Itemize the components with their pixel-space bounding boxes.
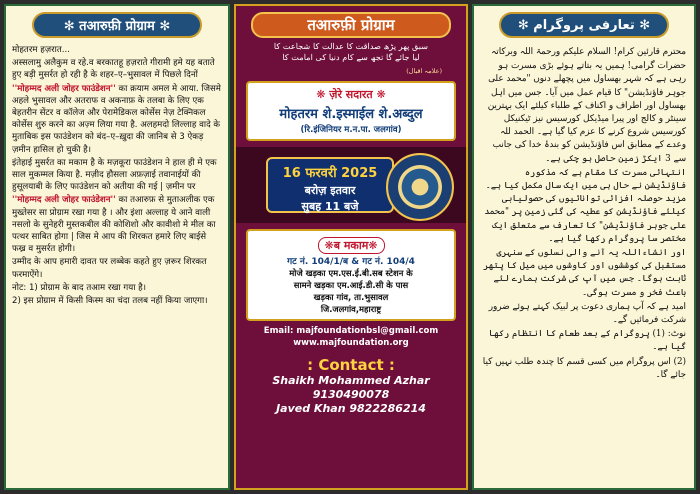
left-note-2: 2) इस प्रोग्राम में किसी किस्म का चंदा तलब नहीं किया जाएगा। [12, 296, 208, 307]
tagline-source: (علامہ اقبال) [406, 67, 442, 75]
venue-line-3: खड़का गांव, ता.भुसावल [313, 292, 389, 302]
left-para-2: इंतेहाई मुसर्रत का मकाम है के मज़कूरा फाउंडेशन ने हाल ही मे एक साल मुकम्मल किया है. मज़ीद हौसला अफ़ज़ाई तवानाईयों की हुसूलयाबी के लिए फाउंडेशन को अतीया की गई | ज़मीन पर [12, 157, 217, 193]
presidency-label: ❋ ज़ेरे सदारत ❋ [316, 88, 386, 101]
venue-box [246, 229, 456, 321]
right-heading-text: ✻ تعارفی پروگرام ✻ [517, 17, 651, 33]
contact-2: Javed Khan 9822286214 [276, 402, 426, 415]
contact-links [236, 325, 466, 349]
left-panel-body [6, 42, 228, 310]
right-panel-body [474, 42, 694, 387]
contact-phone-1: 9130490078 [312, 388, 390, 401]
event-day: बरोज़ इतवार [304, 184, 356, 197]
tagline: سبق پھر پڑھ صداقت کا عدالت کا شجاعت کا لیا جائے گا تجھ سے کام دنیا کی امامت کا [273, 41, 429, 62]
contact-section [236, 355, 466, 416]
presidency-box [246, 81, 456, 141]
date-box [266, 157, 394, 213]
right-note-2: (2) اس پروگرام میں کسی قسم کا چندہ طلب نہیں کیا جائے گا۔ [482, 356, 686, 380]
venue-gat-no: गट नं. 104/1/ब & गट नं. 104/4 [287, 257, 415, 267]
event-time: सुबह 11 बजे [301, 200, 359, 213]
left-greeting: अस्सलामु अलैकुम व रहे.व बरकातहू हज़राते गीरामी हमे यह बताते हुए बड़ी मुसर्रत हो रही है के शहर–ए–भुसावल में पिछले दिनों [12, 58, 215, 81]
venue-line-4: जि.जलगांव,महाराष्ट्र [320, 304, 382, 314]
right-para-4: امید ہے کہ آپ ہماری دعوت پر لبیک کہتے ہوئے ضرور شرکت فرمائیں گے۔ [488, 301, 686, 326]
email-link[interactable]: Email: majfoundationbsl@gmail.com [263, 326, 439, 336]
right-para-3: اور انشاءاللہ یہ آنے والی نسلوں کے سنہری مستقبل کی کوششوں اور کاوشوں میں میل کا پتھر ثابت ہوگا۔ جس میں آپ کی شرکت ہمارے لئے باعث فخر و مسرت ہوگی۔ [483, 248, 686, 298]
website-link[interactable]: www.majfoundation.org [293, 338, 409, 348]
left-salutation: मोहतरम हज़रात... [12, 45, 70, 55]
left-para-4: उम्मीद के आप हमारी दावत पर लब्बेक कहते हुए ज़रूर शिरकत फरमाऐंगे। [12, 257, 207, 280]
left-panel-heading [32, 12, 202, 38]
right-note-1: نوٹ: (1) پروگرام کے بعد طعام کا انتظام رکھا گیا ہے۔ [488, 329, 686, 353]
left-para-1: ''मोहम्मद अली जोहर फाउंडेशन'' का क़याम अमल मे आया. जिसमे अहले भुसावल और अतराफ व अकनाफ़ के तलबा के लिए एक बेहतरीन सेंटर व कॉलेज और पेरामेडिकल कोर्सेस नेज़ टेक्निकल कोर्सेस शुरु करने का अज़्म लिया गया है. अलहमदो लिल्लाह वादे के मुताबिक इस फाउंडेशन को बंद–ए–ख़ुदा की जानिब से 3 ऐकड़ ज़मीन हासिल हो चुकी है। [12, 83, 221, 155]
president-name: मोहतरम शे.इस्माईल शे.अब्दुल [279, 107, 423, 122]
event-date: 16 फरवरी 2025 [282, 166, 378, 181]
right-salutation: محترم قارئین کرام! السلام علیکم ورحمۃ اللہ وبرکاتہ [491, 47, 686, 57]
venue-label: ❋ब मकाम❋ [318, 237, 385, 254]
program-title: तआरुफ़ी प्रोग्राम [251, 12, 451, 38]
right-panel-heading [499, 12, 669, 38]
date-band [236, 147, 466, 223]
left-para-3: ''मोहम्मद अली जोहर फाउंडेशन'' का तआरुफ़ से मुताअलीक एक मुख्तेसर सा प्रोग्राम रखा गया है । और इंशा अल्लाह ये आने वाली नसलो के सुनेहरी मुस्तकबील की कोशिशो और कावीशो मे मील का पत्थर साबित होगा | जिस मे आप की शिरकत हमारे लिए बाईसे फख्र व मुसर्रत होगी। [12, 195, 216, 255]
president-role: (रि.इंजिनियर म.न.पा. जलगांव) [300, 125, 402, 135]
left-heading-text: ✻ तआरुफ़ी प्रोग्राम ✻ [63, 19, 171, 34]
decorative-medallion-icon [386, 153, 454, 221]
left-note-heading: नोट: 1) प्रोग्राम के बाद तआम रखा गया है। [12, 282, 146, 293]
venue-line-1: मोजे खड़का एम.एस.ई.बी.सब स्टेशन के [289, 268, 413, 278]
contact-name-1: Shaikh Mohammed Azhar [272, 374, 430, 387]
left-panel [4, 4, 230, 490]
contact-heading: : Contact : [307, 356, 395, 374]
right-panel [472, 4, 696, 490]
right-para-1: حضرات گرامی! ہمیں یہ بتاتے ہوئے بڑی مسرت ہو رہی ہے کہ شہر بھساول میں پچھلے دنوں "محمد علی جوہر فاؤنڈیشن" کا قیام عمل میں آیا۔ جس میں اہل بھساول اور اطراف و اکناف کے طلباء کیلئے ایک بہترین سینٹر و کالج اور پیرا میڈیکل کورسیس نیز ٹیکنیکل کورسیس شروع کرنے کا عزم کیا گیا ہے۔ الحمد للہ وعدے کے مطابق اس فاؤنڈیشن کو بندۂ خدا کی جانب سے 3 ایکڑ زمین حاصل ہو چکی ہے۔ [487, 61, 686, 164]
venue-line-2: सामने खड़का एम.आई.डी.सी के पास [293, 280, 409, 290]
center-panel [234, 4, 468, 490]
right-para-2: انتہائی مسرت کا مقام ہے کہ مذکورہ فاؤنڈیشن نے حال ہی میں ایک سال مکمل کیا ہے۔ مزید حوصلہ افزائی توانائیوں کی حصولیابی کیلئے فاؤنڈیشن کو عطیہ کی گئی زمین پر "محمد علی جوہر فاؤنڈیشن" کا تعارف سے متعلق ایک مختصر سا پروگرام رکھا گیا ہے۔ [484, 167, 686, 244]
